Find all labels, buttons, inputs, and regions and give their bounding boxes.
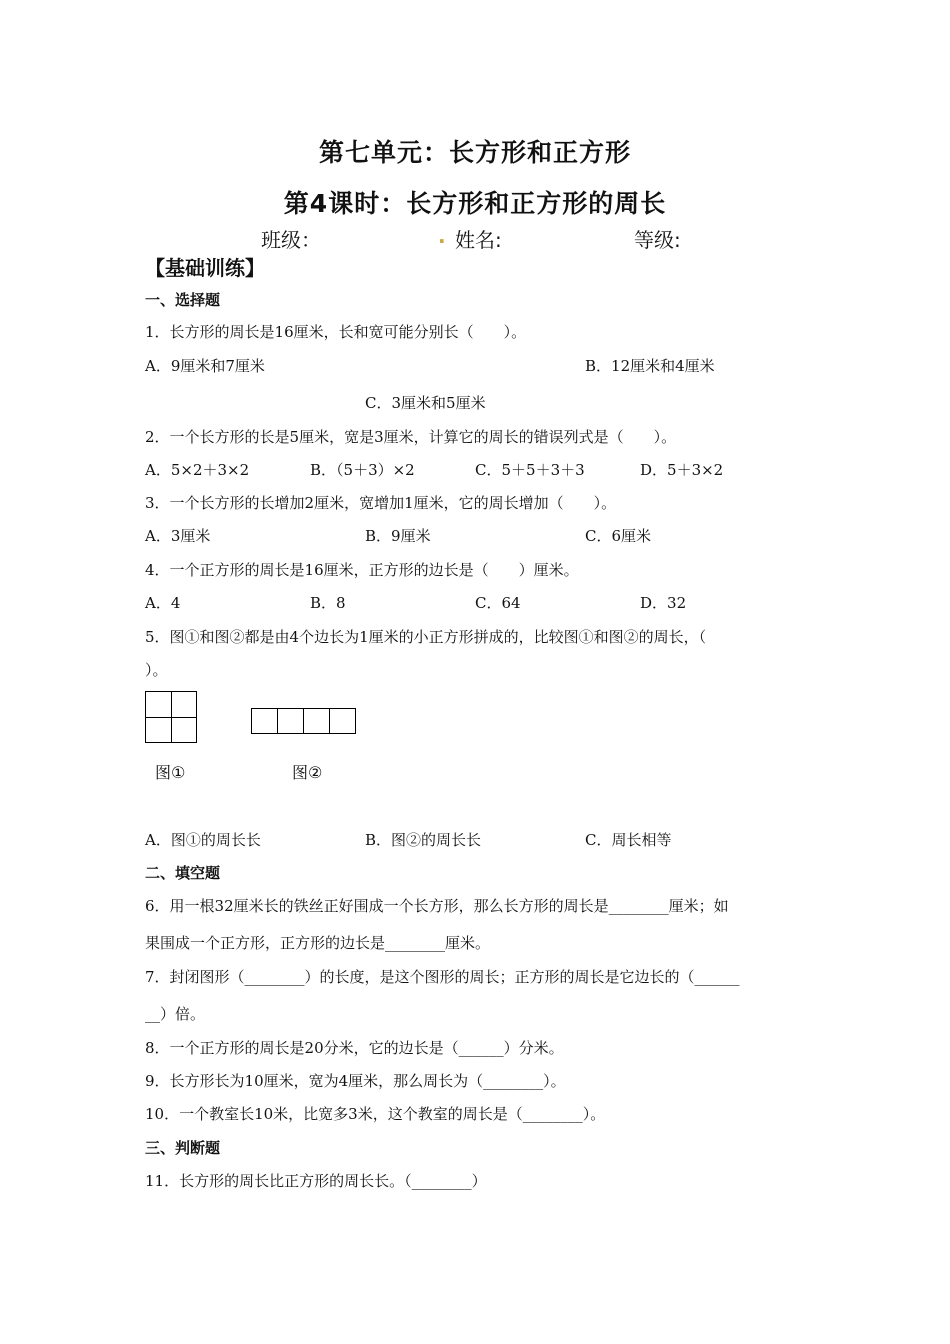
q2-option-b: B．（5＋3）×2 — [310, 461, 415, 479]
question-4: 4．一个正方形的周长是16厘米，正方形的边长是（ ）厘米。 — [145, 561, 579, 579]
class-label: 班级： — [261, 228, 321, 252]
q3-option-b: B．9厘米 — [365, 527, 431, 545]
question-9: 9．长方形长为10厘米，宽为4厘米，那么周长为（________）。 — [145, 1072, 566, 1090]
section-heading: 【基础训练】 — [145, 256, 265, 280]
question-6-line1: 6．用一根32厘米长的铁丝正好围成一个长方形，那么长方形的周长是________厘米；如 — [145, 897, 729, 915]
question-11: 11．长方形的周长比正方形的周长长。（________） — [145, 1172, 487, 1190]
q2-option-c: C．5＋5＋3＋3 — [475, 461, 585, 479]
question-1: 1．长方形的周长是16厘米，长和宽可能分别长（ ）。 — [145, 323, 527, 341]
q3-option-a: A．3厘米 — [145, 527, 211, 545]
figure-1-label: 图① — [155, 763, 186, 782]
q4-option-b: B．8 — [310, 594, 346, 612]
header-dot: . — [438, 224, 446, 248]
question-2: 2．一个长方形的长是5厘米，宽是3厘米，计算它的周长的错误列式是（ ）。 — [145, 428, 677, 446]
question-5-line1: 5．图①和图②都是由4个边长为1厘米的小正方形拼成的，比较图①和图②的周长，（ — [145, 628, 707, 646]
question-7-line2: __）倍。 — [145, 1005, 206, 1023]
question-10: 10．一个教室长10米，比宽多3米，这个教室的周长是（________）。 — [145, 1105, 606, 1123]
q4-option-a: A．4 — [145, 594, 181, 612]
q1-option-c: C．3厘米和5厘米 — [365, 394, 486, 412]
q5-option-a: A．图①的周长长 — [145, 831, 261, 849]
q3-option-c: C．6厘米 — [585, 527, 652, 545]
part-judge-heading: 三、判断题 — [145, 1139, 221, 1157]
figure-2-label: 图② — [292, 763, 323, 782]
q2-option-d: D．5＋3×2 — [640, 461, 724, 479]
q4-option-c: C．64 — [475, 594, 521, 612]
question-6-line2: 果围成一个正方形，正方形的边长是________厘米。 — [145, 934, 491, 952]
part-fill-heading: 二、填空题 — [145, 864, 221, 882]
q5-option-b: B．图②的周长长 — [365, 831, 482, 849]
q4-option-d: D．32 — [640, 594, 687, 612]
figure-2-row-of-squares — [251, 708, 356, 734]
question-7-line1: 7．封闭图形（________）的长度，是这个图形的周长；正方形的周长是它边长的（______ — [145, 968, 740, 986]
q1-option-b: B．12厘米和4厘米 — [585, 357, 715, 375]
q2-option-a: A．5×2＋3×2 — [145, 461, 250, 479]
grade-label: 等级: — [634, 228, 681, 252]
lesson-subtitle: 第4课时：长方形和正方形的周长 — [283, 189, 667, 218]
page-title: 第七单元：长方形和正方形 — [318, 138, 631, 167]
q5-option-c: C．周长相等 — [585, 831, 672, 849]
question-8: 8．一个正方形的周长是20分米，它的边长是（______）分米。 — [145, 1039, 564, 1057]
name-label: 姓名: — [455, 228, 502, 252]
question-3: 3．一个长方形的长增加2厘米，宽增加1厘米，它的周长增加（ ）。 — [145, 494, 617, 512]
part-choice-heading: 一、选择题 — [145, 291, 221, 309]
figure-1-square-grid — [145, 691, 197, 743]
q1-option-a: A．9厘米和7厘米 — [145, 357, 265, 375]
question-5-line2: ）。 — [145, 661, 168, 679]
